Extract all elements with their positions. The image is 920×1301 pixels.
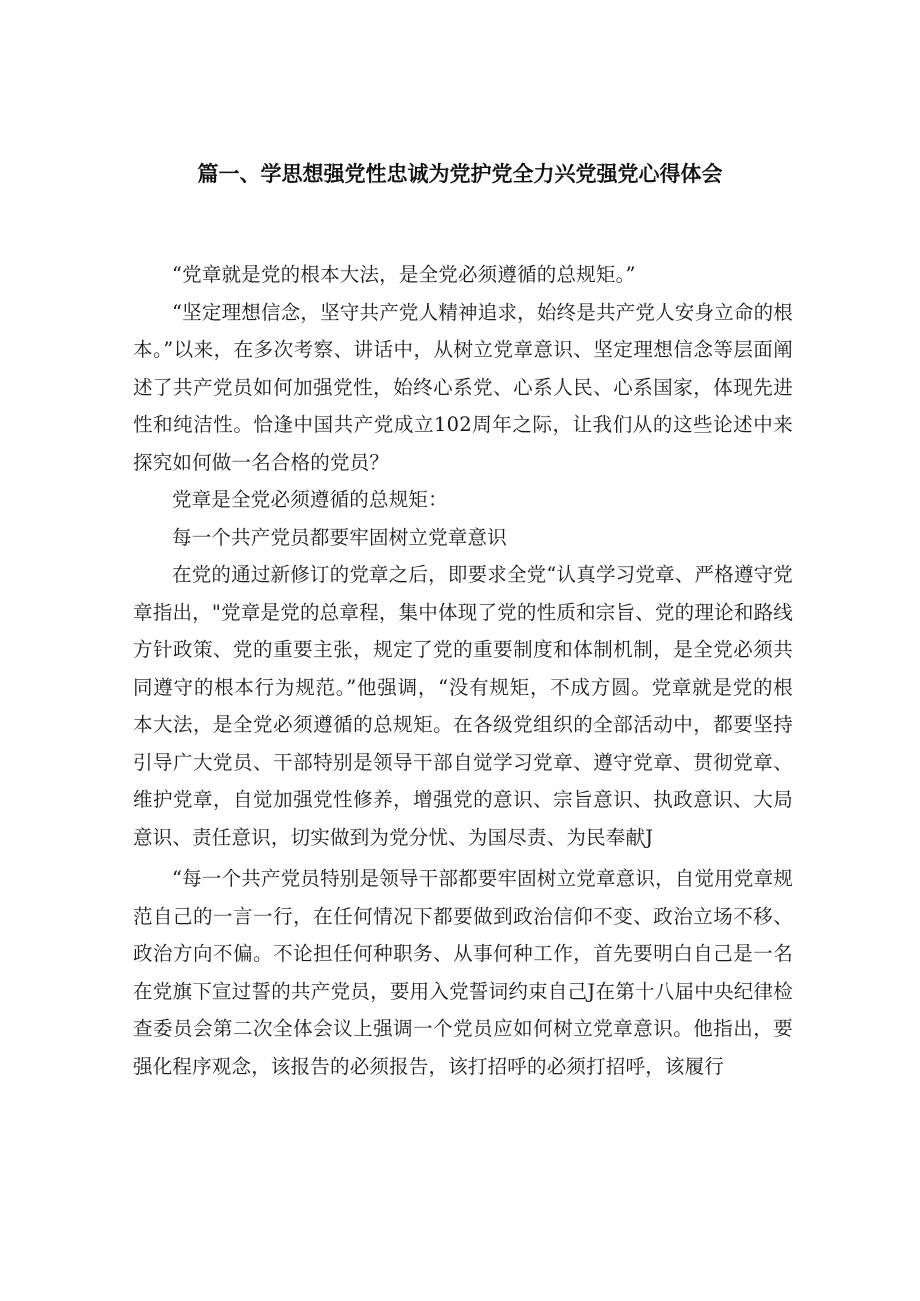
document-body <box>133 256 793 1085</box>
paragraph: 在党的通过新修订的党章之后，即要求全党“认真学习党章、严格遵守党章指出，"党章是党的总章程，集中体现了党的性质和宗旨、党的理论和路线方针政策、党的重要主张，规定了党的重要制度和体制机制，是全党必须共同遵守的根本行为规范。”他强调，“没有规矩，不成方圆。党章就是党的根本大法，是全党必须遵循的总规矩。在各级党组织的全部活动中，都要坚持引导广大党员、干部特别是领导干部自觉学习党章、遵守党章、贯彻党章、维护党章，自觉加强党性修养，增强党的意识、宗旨意识、执政意识、大局意识、责任意识，切实做到为党分忧、为国尽责、为民奉献J <box>133 563 793 849</box>
paragraph: “坚定理想信念，坚守共产党人精神追求，始终是共产党人安身立命的根本。”以来，在多次考察、讲话中，从树立党章意识、坚定理想信念等层面阐述了共产党员如何加强党性，始终心系党、心系人民、心系国家，体现先进性和纯洁性。恰逢中国共产党成立102周年之际，让我们从的这些论述中来探究如何做一名合格的党员？ <box>133 300 793 474</box>
paragraph: “每一个共产党员特别是领导干部都要牢固树立党章意识，自觉用党章规范自己的一言一行，在任何情况下都要做到政治信仰不变、政治立场不移、政治方向不偏。不论担任何种职务、从事何种工作，首先要明白自己是一名在党旗下宣过誓的共产党员，要用入党誓词约束自己J在第十八届中央纪律检查委员会第二次全体会议上强调一个党员应如何树立党章意识。他指出，要强化程序观念，该报告的必须报告，该打招呼的必须打招呼，该履行 <box>133 867 793 1078</box>
document-title: 篇一、学思想强党性忠诚为党护党全力兴党强党心得体会 <box>197 162 723 186</box>
paragraph: 每一个共产党员都要牢固树立党章意识 <box>172 525 507 549</box>
paragraph: 党章是全党必须遵循的总规矩： <box>172 488 448 511</box>
paragraph: “党章就是党的根本大法，是全党必须遵循的总规矩。” <box>172 263 636 286</box>
